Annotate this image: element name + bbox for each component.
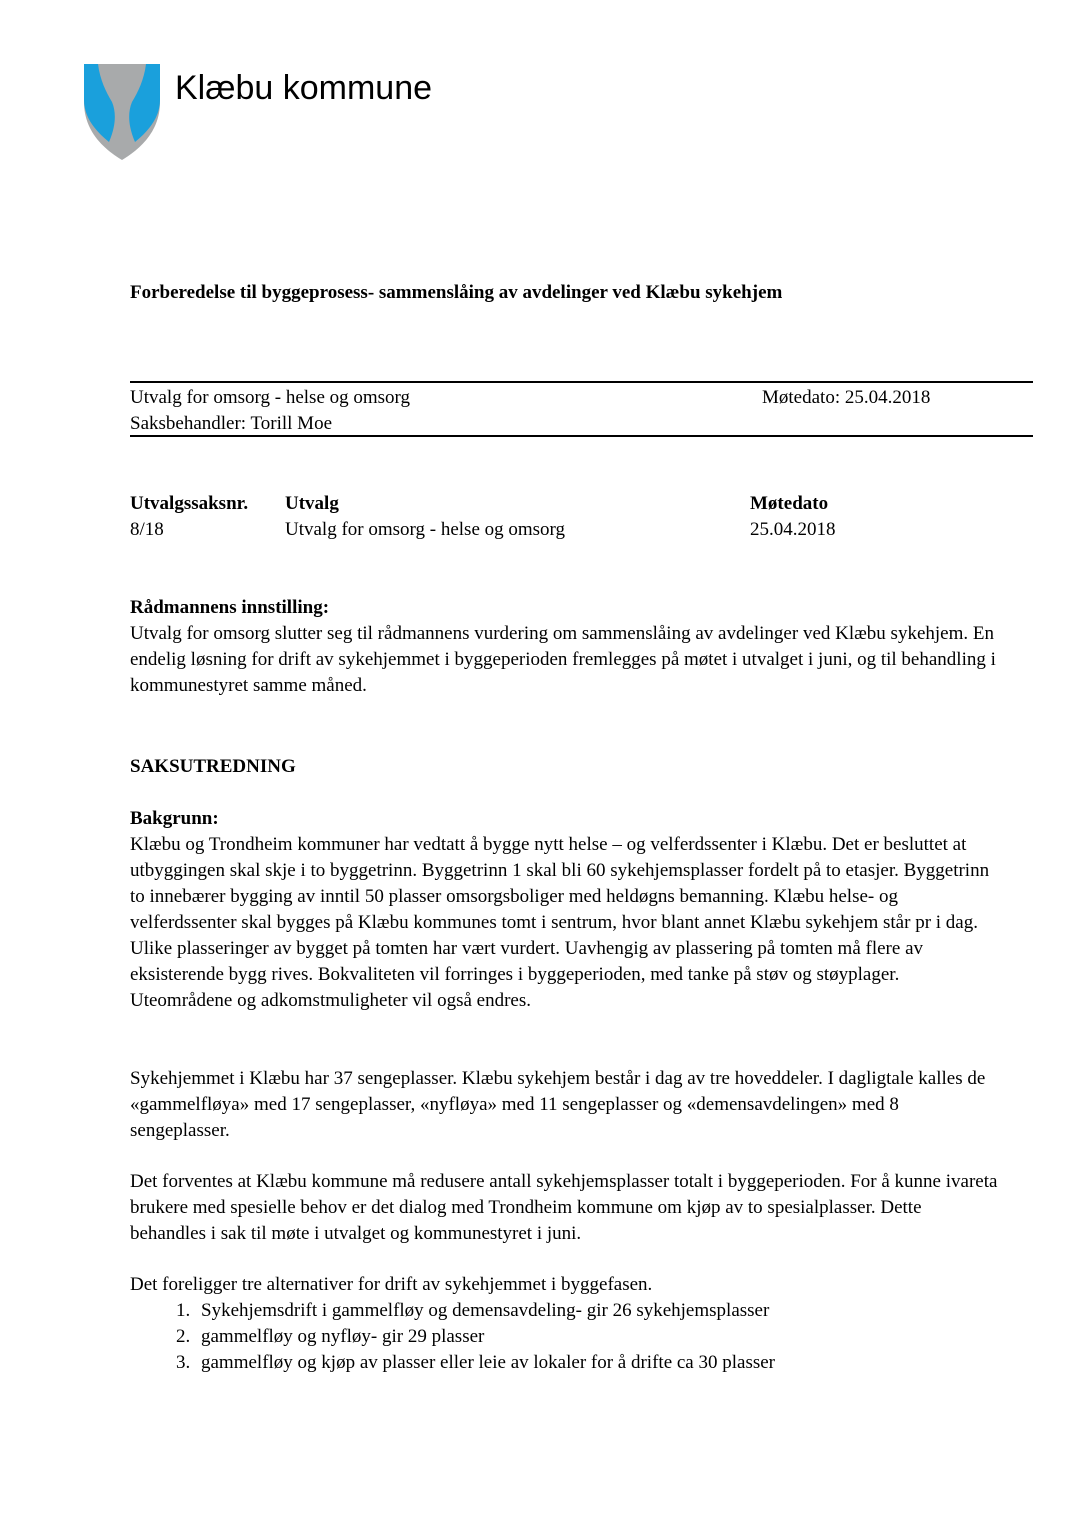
paragraph: Det forventes at Klæbu kommune må redusere antall sykehjemsplasser totalt i byggeperioden. For å kunne ivareta brukere med spesielle behov er det dialog med Trondheim kommune om kjøp av to spesialplasser. Dette behandles i sak til møte i utvalget og kommunestyret i juni.: [130, 1171, 998, 1244]
case-committee: Utvalg for omsorg - helse og omsorg: [285, 519, 566, 540]
report-heading-text: SAKSUTREDNING: [130, 756, 296, 777]
document-title: Forberedelse til byggeprosess- sammenslåing av avdelinger ved Klæbu sykehjem: [130, 282, 783, 303]
recommendation-heading: Rådmannens innstilling:: [130, 597, 330, 618]
list-item: 2. gammelfløy og nyfløy- gir 29 plasser: [195, 1324, 1000, 1350]
case-date: 25.04.2018: [750, 519, 836, 540]
meeting-date: Møtedato: 25.04.2018: [762, 387, 931, 408]
alternatives-section: [130, 1272, 1000, 1376]
municipality-name: Klæbu kommune: [175, 69, 433, 107]
recommendation-section: [130, 595, 1000, 699]
header-committee: Utvalg: [285, 493, 339, 514]
list-item: 3. gammelfløy og kjøp av plasser eller leie av lokaler for å drifte ca 30 plasser: [195, 1350, 1000, 1376]
meta-line-committee: [130, 385, 1033, 411]
paragraph: Klæbu og Trondheim kommuner har vedtatt å bygge nytt helse – og velferdssenter i Klæbu. Det er besluttet at utbyggingen skal skje i to byggetrinn. Byggetrinn 1 skal bli 60 sykehjemsplasser fordelt på to etasjer. Byggetrinn to innebærer bygging av inntil 50 plasser omsorgsboliger med heldøgns bemanning. Klæbu helse- og velferdssenter skal bygges på Klæbu kommunes tomt i sentrum, hvor blant annet Klæbu sykehjem står pr i dag. Ulike plasseringer av bygget på tomten har vært vurdert. Uavhengig av plassering på tomten må flere av eksisterende bygg rives. Bokvaliteten vil forringes i byggeperioden, med tanke på støv og støyplager. Uteområdene og adkomstmuligheter vil også endres.: [130, 834, 990, 1011]
background-section: [130, 806, 1000, 1014]
alternatives-intro: Det foreligger tre alternativer for drift av sykehjemmet i byggefasen.: [130, 1274, 653, 1295]
background-heading: Bakgrunn:: [130, 808, 219, 829]
committee-name: Utvalg for omsorg - helse og omsorg: [130, 387, 411, 408]
coat-of-arms-icon: [84, 64, 160, 160]
list-item: 1. Sykehjemsdrift i gammelfløy og demensavdeling- gir 26 sykehjemsplasser: [195, 1298, 1000, 1324]
divider-top: [130, 381, 1033, 383]
divider-bottom: [130, 435, 1033, 437]
header-meeting-date: Møtedato: [750, 493, 829, 514]
report-heading: [130, 754, 1000, 780]
recommendation-text: Utvalg for omsorg slutter seg til rådmannens vurdering om sammenslåing av avdelinger ved Klæbu sykehjem. En endelig løsning for drift av sykehjemmet i byggeperioden fremlegges på møtet i utvalget i juni, og til behandling i kommunestyret samme måned.: [130, 623, 996, 696]
paragraph: Sykehjemmet i Klæbu har 37 sengeplasser. Klæbu sykehjem består i dag av tre hoveddeler. I dagligtale kalles de «gammelfløya» med 17 sengeplasser, «nyfløya» med 11 sengeplasser og «demensavdelingen» med 8 sengeplasser.: [130, 1068, 986, 1141]
case-officer: Saksbehandler: Torill Moe: [130, 413, 333, 434]
case-number: 8/18: [130, 519, 164, 540]
header-case-number: Utvalgssaksnr.: [130, 493, 249, 514]
alternatives-list: [130, 1298, 1000, 1376]
